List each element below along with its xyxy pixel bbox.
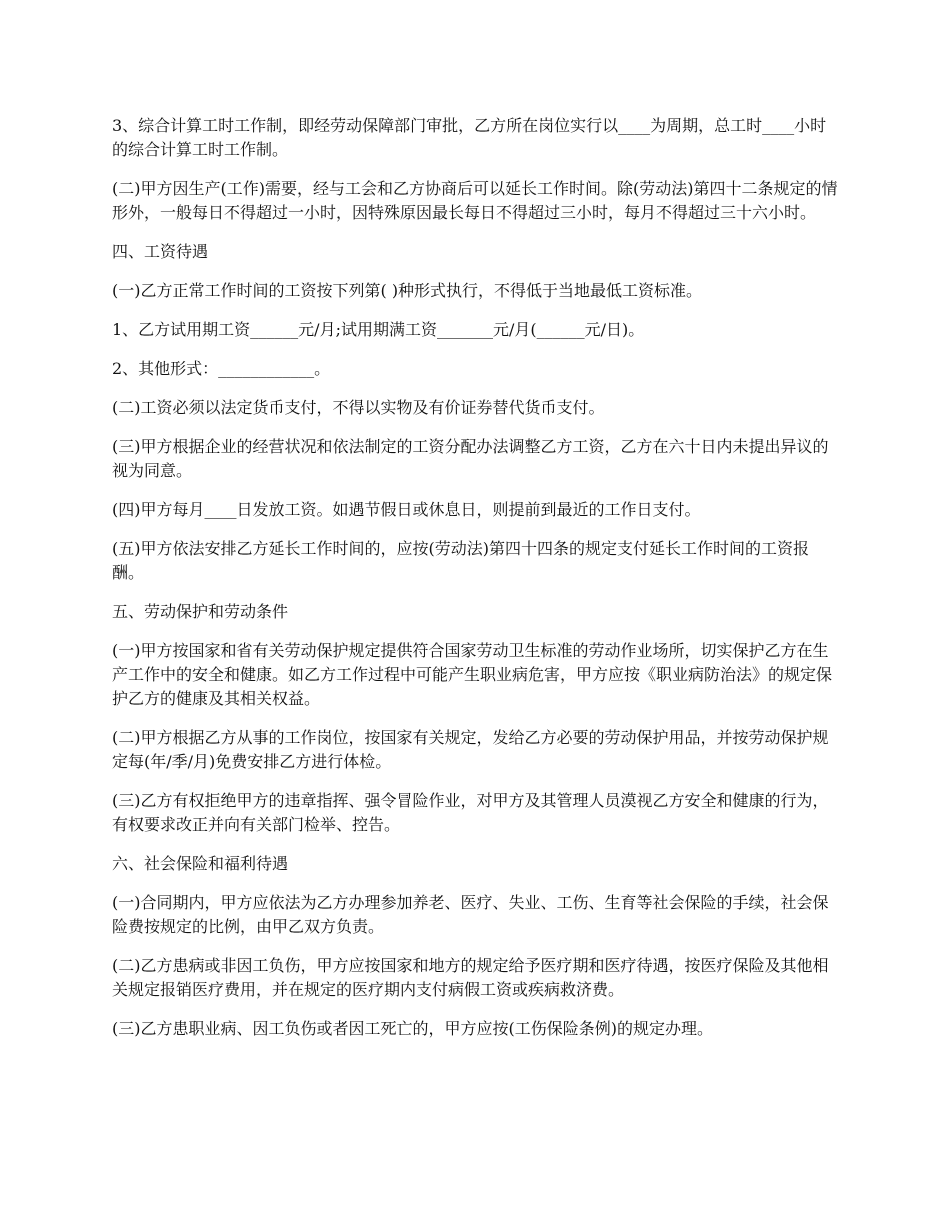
paragraph-refuse-unsafe-orders: (三)乙方有权拒绝甲方的违章指挥、强令冒险作业，对甲方及其管理人员漠视乙方安全和健康的行为，有权要求改正并向有关部门检举、控告。 [112,791,829,834]
paragraph-occupational-injury: (三)乙方患职业病、因工负伤或者因工死亡的，甲方应按(工伤保险条例)的规定办理。 [112,1019,713,1038]
paragraph-social-insurance: (一)合同期内，甲方应依法为乙方办理参加养老、医疗、失业、工伤、生育等社会保险的手续，社会保险费按规定的比例，由甲乙双方负责。 [112,893,829,936]
section-heading-social-insurance: 六、社会保险和福利待遇 [112,854,289,873]
paragraph-probation-wage: 1、乙方试用期工资______元/月;试用期满工资_______元/月(______元/日)。 [112,320,645,339]
paragraph-workplace-safety: (一)甲方按国家和省有关劳动保护规定提供符合国家劳动卫生标准的劳动作业场所，切实保护乙方在生产工作中的安全和健康。如乙方工作过程中可能产生职业病危害，甲方应按《职业病防治法》的规定保护乙方的健康及其相关权益。 [112,641,833,708]
paragraph-pay-day: (四)甲方每月____日发放工资。如遇节假日或休息日，则提前到最近的工作日支付。 [112,500,701,519]
paragraph-wage-form: (一)乙方正常工作时间的工资按下列第( )种形式执行，不得低于当地最低工资标准。 [112,281,703,300]
paragraph-wage-adjustment: (三)甲方根据企业的经营状况和依法制定的工资分配办法调整乙方工资，乙方在六十日内未提出异议的视为同意。 [112,437,829,480]
paragraph-protective-equipment: (二)甲方根据乙方从事的工作岗位，按国家有关规定，发给乙方必要的劳动保护用品，并按劳动保护规定每(年/季/月)免费安排乙方进行体检。 [112,728,829,771]
section-heading-labor-protection: 五、劳动保护和劳动条件 [112,602,289,621]
paragraph-medical-treatment: (二)乙方患病或非因工负伤，甲方应按国家和地方的规定给予医疗期和医疗待遇，按医疗保险及其他相关规定报销医疗费用，并在规定的医疗期内支付病假工资或疾病救济费。 [112,956,829,999]
paragraph-other-form: 2、其他形式：____________。 [112,359,331,378]
paragraph-overtime-pay: (五)甲方依法安排乙方延长工作时间的，应按(劳动法)第四十四条的规定支付延长工作时间的工资报酬。 [112,539,809,582]
paragraph-comprehensive-hours: 3、综合计算工时工作制，即经劳动保障部门审批，乙方所在岗位实行以____为周期，总工时____小时的综合计算工时工作制。 [112,116,827,159]
section-heading-wages: 四、工资待遇 [112,242,209,261]
document-body [112,114,838,1056]
paragraph-overtime-extension: (二)甲方因生产(工作)需要，经与工会和乙方协商后可以延长工作时间。除(劳动法)第四十二条规定的情形外，一般每日不得超过一小时，因特殊原因最长每日不得超过三小时，每月不得超过三十六小时。 [112,179,838,222]
paragraph-legal-currency: (二)工资必须以法定货币支付，不得以实物及有价证券替代货币支付。 [112,398,605,417]
